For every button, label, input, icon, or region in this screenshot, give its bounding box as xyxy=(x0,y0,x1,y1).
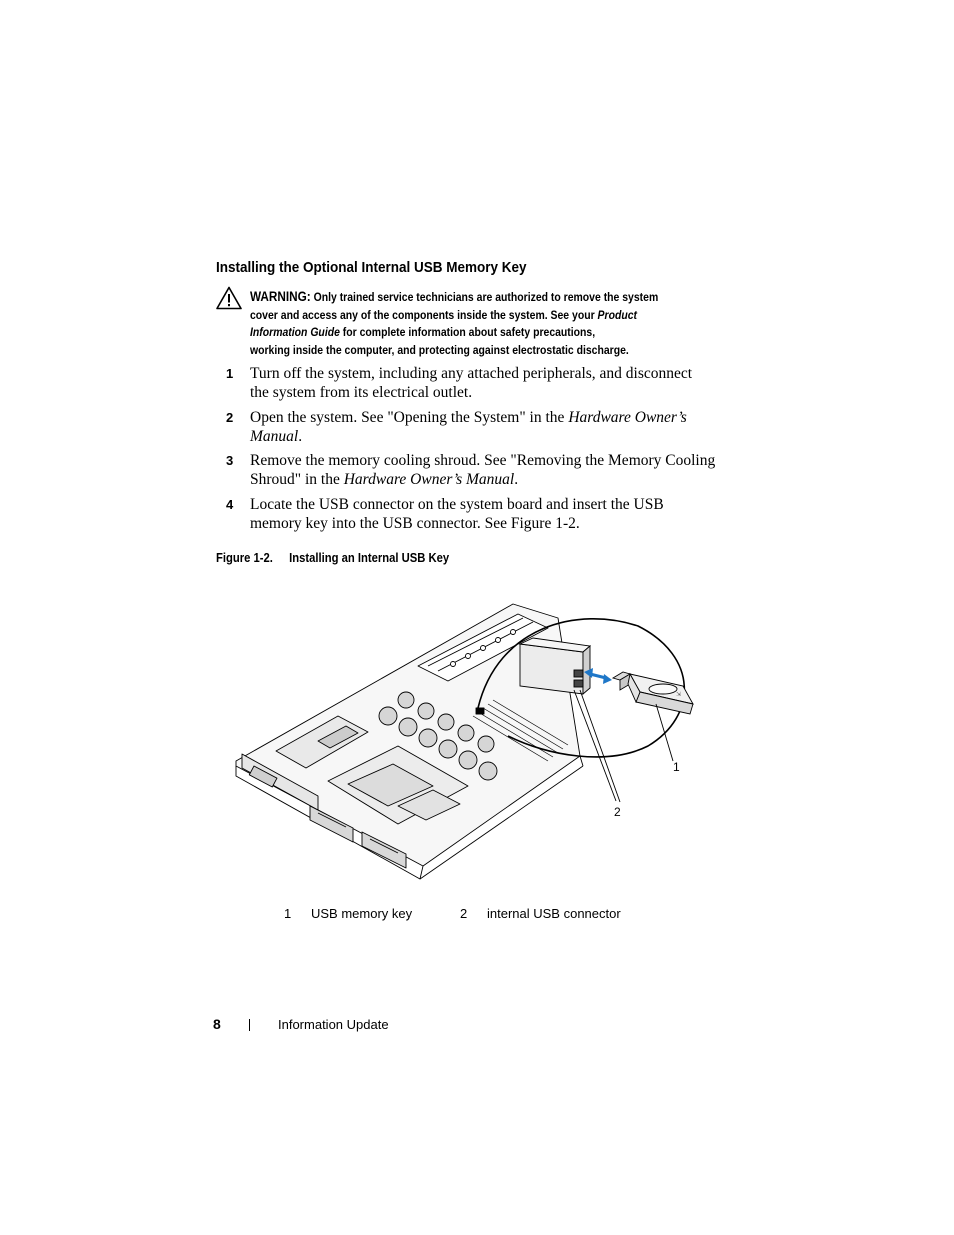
usb-install-illustration xyxy=(228,596,708,886)
product-guide-ref-cont: Information Guide xyxy=(250,325,340,339)
figure-number: Figure 1-2. xyxy=(216,551,273,565)
step-number: 4 xyxy=(226,497,234,512)
figure-caption xyxy=(216,551,449,565)
callout-1: 1 xyxy=(673,760,680,774)
step-number: 3 xyxy=(226,453,234,468)
legend-item-1-label: USB memory key xyxy=(311,906,413,921)
footer-title: Information Update xyxy=(278,1017,389,1032)
legend-item-2-label: internal USB connector xyxy=(487,906,621,921)
warning-line-4: working inside the computer, and protecting against electrostatic discharge. xyxy=(250,342,629,357)
step-number: 1 xyxy=(226,366,234,381)
footer-divider xyxy=(249,1019,250,1031)
warning-icon xyxy=(216,286,242,310)
board-usb-connector xyxy=(476,708,484,714)
step-text: Open the system. See "Opening the System" in the Hardware Owner’s Manual. xyxy=(250,409,687,445)
legend-item-2-num: 2 xyxy=(460,906,468,921)
zoom-connector xyxy=(520,638,590,694)
warning-line-3: for complete information about safety precautions, xyxy=(339,325,596,339)
warning-text xyxy=(250,288,702,359)
step-number: 2 xyxy=(226,410,234,425)
product-guide-ref: Product xyxy=(597,307,638,322)
section-heading: Installing the Optional Internal USB Memory Key xyxy=(216,259,527,276)
warning-line-2: cover and access any of the components inside the system. See your xyxy=(250,307,598,322)
figure-title: Installing an Internal USB Key xyxy=(289,551,450,565)
leader-line-2 xyxy=(574,690,616,801)
page-number: 8 xyxy=(213,1016,221,1032)
step-text: Remove the memory cooling shroud. See "Removing the Memory Cooling Shroud" in the Hardware Owner’s Manual. xyxy=(250,452,716,488)
svg-text:⇲: ⇲ xyxy=(676,691,682,698)
hardware-manual-ref: Hardware Owner’s Manual xyxy=(343,471,515,488)
warning-label: WARNING: xyxy=(250,289,311,304)
step-text: Locate the USB connector on the system board and insert the USB memory key into the USB connector. See Figure 1-2. xyxy=(250,496,664,532)
step-text: Turn off the system, including any attached peripherals, and disconnect the system from its electrical outlet. xyxy=(250,365,693,401)
warning-line-1: Only trained service technicians are authorized to remove the system xyxy=(313,290,659,304)
leader-line-1 xyxy=(656,704,673,761)
hardware-manual-ref: Hardware Owner’s xyxy=(568,409,687,426)
legend-item-1-num: 1 xyxy=(284,906,292,921)
usb-memory-key xyxy=(613,672,693,714)
callout-2: 2 xyxy=(614,805,621,819)
